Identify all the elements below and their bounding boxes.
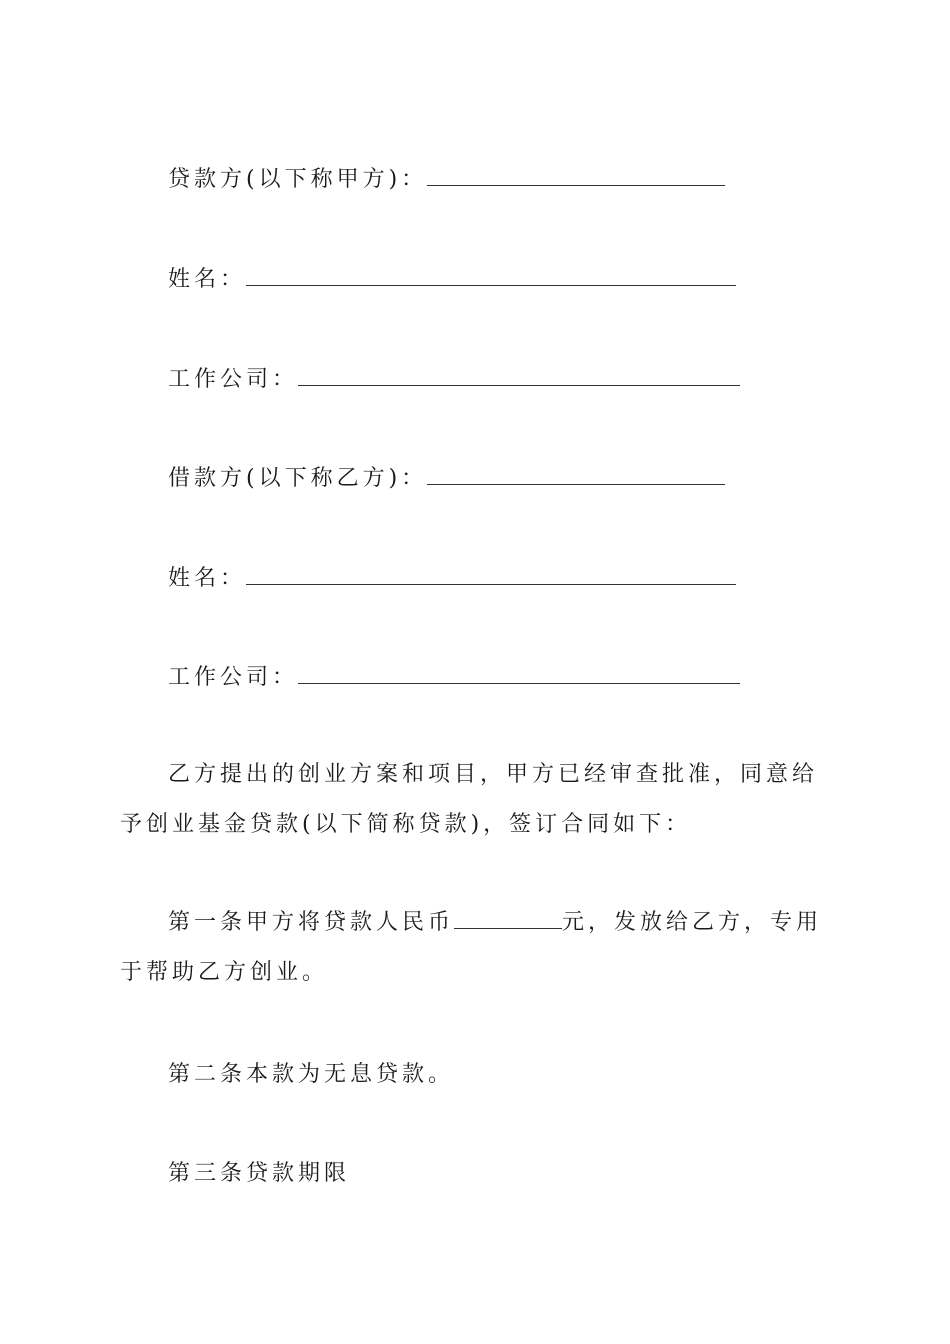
loan-amount-blank[interactable] [454,906,562,929]
lender-name-blank[interactable] [246,263,736,286]
borrower-company-field [168,661,740,693]
borrower-company-blank[interactable] [298,661,740,684]
borrower-field [168,462,725,494]
borrower-blank[interactable] [427,462,725,485]
lender-blank[interactable] [427,163,725,186]
article-1-after: 元，发放给乙方，专用于帮助乙方创业。 [120,910,823,985]
article-1-before: 第一条甲方将贷款人民币 [168,910,455,935]
lender-company-label: 工作公司： [168,367,299,392]
borrower-name-field [168,562,736,594]
article-1-paragraph [120,898,832,998]
borrower-name-label: 姓名： [168,566,247,591]
lender-name-label: 姓名： [168,267,247,292]
borrower-company-label: 工作公司： [168,665,299,690]
lender-name-field [168,263,736,295]
borrower-label: 借款方(以下称乙方)： [168,466,428,491]
lender-company-blank[interactable] [298,363,740,386]
lender-field [168,163,725,195]
article-3-heading: 第三条贷款期限 [168,1161,351,1186]
article-2-paragraph: 第二条本款为无息贷款。 [168,1062,455,1087]
intro-paragraph: 乙方提出的创业方案和项目，甲方已经审查批准，同意给予创业基金贷款(以下简称贷款)，签订合同如下： [120,762,819,837]
lender-company-field [168,363,740,395]
borrower-name-blank[interactable] [246,562,736,585]
lender-label: 贷款方(以下称甲方)： [168,167,428,192]
